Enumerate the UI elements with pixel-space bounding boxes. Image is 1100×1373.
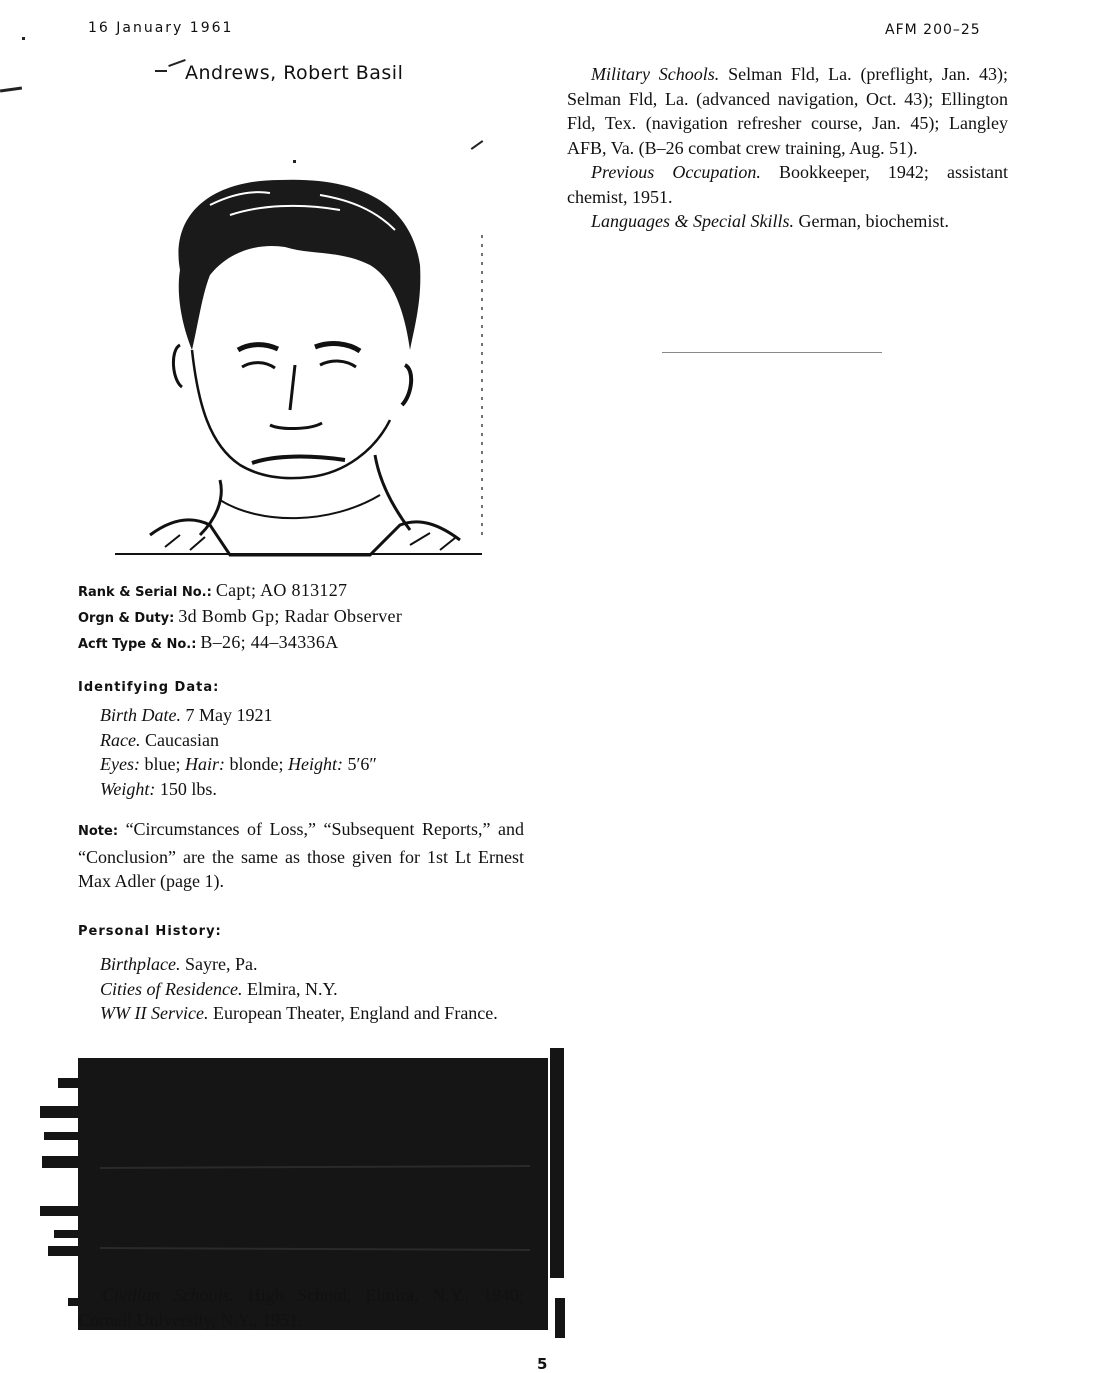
previous-occupation-value: Bookkeeper, 1942; assistant chemist, 1951. — [567, 162, 1009, 207]
ww2-service-label: WW II Service. — [100, 1003, 209, 1023]
manual-number: AFM 200–25 — [885, 22, 981, 38]
rank-serial-line — [78, 580, 347, 601]
weight-value: 150 lbs. — [159, 778, 217, 799]
height-value: 5′6″ — [347, 754, 377, 774]
birthplace-label: Birthplace. — [100, 954, 181, 974]
civilian-schools-value: High School, Elmira, N.Y., 1940; Cornell University, N.Y., 1951. — [78, 1285, 525, 1330]
race-label: Race. — [100, 729, 141, 750]
physical-line — [100, 752, 530, 777]
military-schools-value: Selman Fld, La. (preflight, Jan. 43); Selman Fld, La. (advanced navigation, Oct. 43); Ellington Fld, Tex. (navigation refresher course, Jan. 45); Langley AFB, Va. (B–26 combat crew training, Aug. 51). — [567, 64, 1008, 158]
scan-mark — [662, 352, 882, 353]
rank-serial-label: Rank & Serial No.: — [78, 585, 212, 600]
race-value: Caucasian — [144, 729, 219, 750]
previous-occupation-label: Previous Occupation. — [591, 162, 761, 182]
right-column — [567, 62, 1008, 234]
military-schools-label: Military Schools. — [591, 64, 720, 84]
personal-history-block — [100, 952, 525, 1026]
identifying-data-block — [100, 703, 530, 801]
acft-type-label: Acft Type & No.: — [78, 637, 197, 652]
hair-label: Hair: — [184, 754, 225, 774]
portrait-photo — [110, 155, 485, 560]
race-line — [100, 728, 530, 753]
rank-serial-value: Capt; AO 813127 — [215, 580, 348, 600]
languages-label: Languages & Special Skills. — [591, 211, 794, 231]
acft-type-line — [78, 632, 338, 653]
birth-date-label: Birth Date. — [100, 705, 181, 725]
note-text: “Circumstances of Loss,” “Subsequent Reports,” and “Conclusion” are the same as those given for 1st Lt Ernest Max Adler (page 1). — [78, 819, 525, 891]
eyes-label: Eyes: — [100, 754, 140, 774]
cities-line — [100, 977, 525, 1002]
ww2-service-line — [100, 1001, 525, 1026]
birth-date-value: 7 May 1921 — [185, 705, 273, 725]
ww2-service-value: European Theater, England and France. — [212, 1003, 498, 1023]
languages-value: German, biochemist. — [798, 211, 949, 231]
scan-mark — [22, 37, 25, 40]
languages-paragraph — [567, 209, 1008, 234]
military-schools-paragraph — [567, 62, 1008, 160]
scan-mark — [155, 70, 167, 72]
acft-type-value: B–26; 44–34336A — [200, 632, 339, 652]
scan-mark — [168, 59, 186, 67]
note-label: Note: — [78, 824, 119, 839]
scan-mark — [0, 86, 22, 92]
civilian-schools-block — [78, 1283, 524, 1332]
page-date: 16 January 1961 — [88, 20, 234, 36]
page-number: 5 — [537, 1355, 548, 1373]
weight-label: Weight: — [100, 778, 156, 799]
personal-history-heading: Personal History: — [78, 924, 222, 939]
height-label: Height: — [287, 754, 343, 774]
identifying-data-heading: Identifying Data: — [78, 680, 220, 695]
birthplace-value: Sayre, Pa. — [184, 954, 258, 974]
scan-mark — [471, 140, 484, 150]
orgn-duty-line — [78, 606, 402, 627]
birth-date-line — [100, 703, 530, 728]
eyes-value: blue; — [144, 754, 181, 774]
cities-label: Cities of Residence. — [100, 978, 243, 999]
person-name: Andrews, Robert Basil — [185, 62, 404, 84]
civilian-schools-label: Civilian Schools. — [102, 1285, 235, 1305]
cities-value: Elmira, N.Y. — [246, 978, 338, 999]
previous-occupation-paragraph — [567, 160, 1008, 209]
hair-value: blonde; — [229, 754, 284, 774]
orgn-duty-value: 3d Bomb Gp; Radar Observer — [178, 606, 403, 626]
birthplace-line — [100, 952, 525, 977]
weight-line — [100, 777, 530, 802]
note-block — [78, 817, 524, 894]
orgn-duty-label: Orgn & Duty: — [78, 611, 175, 626]
